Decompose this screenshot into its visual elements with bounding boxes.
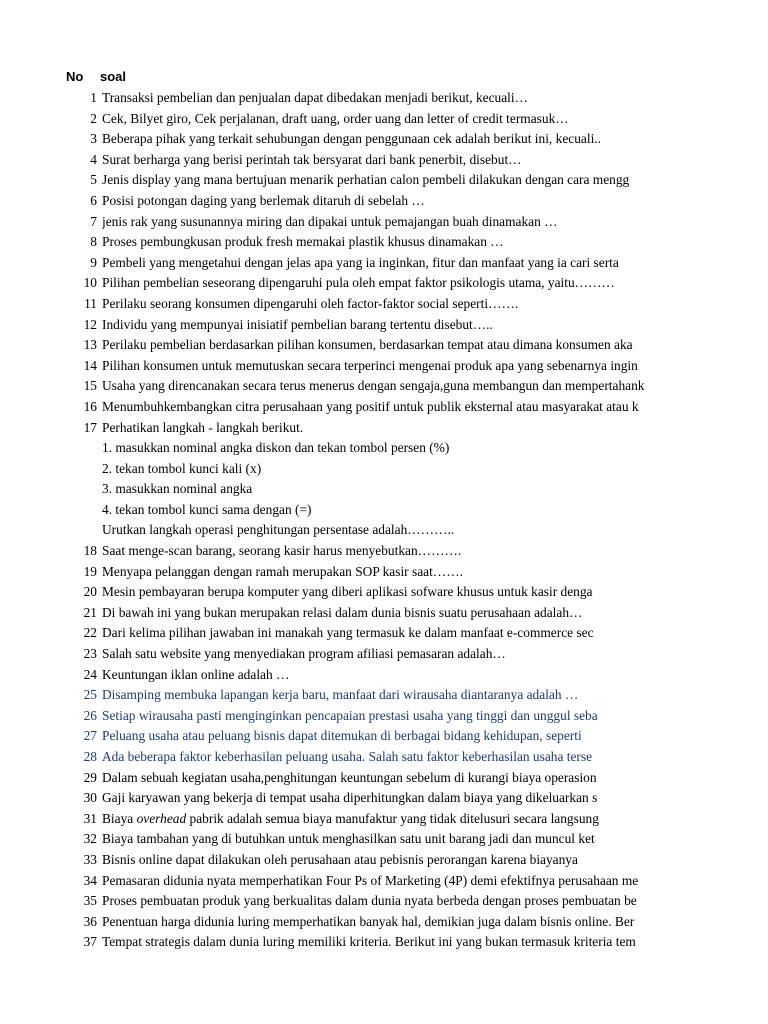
question-text-italic: overhead: [136, 810, 187, 826]
question-row: [0, 603, 768, 624]
question-row: [0, 912, 768, 933]
question-number: 31: [83, 810, 97, 826]
question-row: [0, 294, 768, 315]
question-text: Ada beberapa faktor keberhasilan peluang usaha. Salah satu faktor keberhasilan usaha terse: [102, 749, 593, 764]
question-text: Tempat strategis dalam dunia luring memiliki kriteria. Berikut ini yang bukan termasuk kriteria tem: [102, 934, 636, 950]
question-row: [0, 109, 768, 130]
question-text: jenis rak yang susunannya miring dan dipakai untuk pemajangan buah dinamakan …: [102, 213, 558, 229]
question-row: [0, 335, 768, 356]
question-text: Menyapa pelanggan dengan ramah merupakan SOP kasir saat…….: [102, 563, 463, 579]
question-row: [0, 129, 768, 150]
question-text: Biaya tambahan yang di butuhkan untuk menghasilkan satu unit barang jadi dan muncul ket: [102, 831, 595, 847]
question-text: Perhatikan langkah - langkah berikut.: [102, 419, 304, 435]
question-text: Posisi potongan daging yang berlemak ditaruh di sebelah …: [102, 192, 425, 208]
question-row: [0, 726, 768, 747]
question-number: 34: [83, 872, 97, 888]
header-soal: soal: [100, 69, 127, 84]
question-number: 5: [90, 172, 97, 188]
question-row: [0, 932, 768, 953]
question-number: 32: [83, 831, 97, 847]
question-text: Individu yang mempunyai inisiatif pembelian barang tertentu disebut…..: [102, 316, 493, 332]
question-text: Jenis display yang mana bertujuan menarik perhatian calon pembeli dilakukan dengan cara mengg: [102, 172, 630, 188]
question-number: 27: [83, 728, 97, 744]
question-row: [0, 747, 768, 768]
question-text: Surat berharga yang berisi perintah tak bersyarat dari bank penerbit, disebut…: [102, 151, 522, 167]
question-row: [0, 871, 768, 892]
question-row: [0, 459, 768, 480]
question-text: Pilihan pembelian seseorang dipengaruhi pula oleh empat faktor psikologis utama, yaitu………: [102, 275, 615, 291]
question-number: 14: [83, 357, 97, 373]
question-number: 13: [83, 337, 97, 353]
question-text: Salah satu website yang menyediakan program afiliasi pemasaran adalah…: [102, 646, 506, 662]
question-number: 3: [90, 131, 97, 147]
question-row: [0, 768, 768, 789]
question-number: 24: [83, 666, 97, 682]
question-number: 1: [90, 90, 97, 105]
question-row: [0, 315, 768, 336]
question-number: 7: [90, 213, 97, 229]
question-number: 4: [90, 151, 97, 167]
question-text: Setiap wirausaha pasti menginginkan pencapaian prestasi usaha yang tinggi dan unggul seba: [102, 707, 598, 723]
question-row: [0, 150, 768, 171]
question-number: 10: [83, 275, 97, 291]
question-text: Perilaku pembelian berdasarkan pilihan konsumen, berdasarkan tempat atau dimana konsumen aka: [102, 337, 633, 353]
question-row: [0, 88, 768, 109]
question-text: Dalam sebuah kegiatan usaha,penghitungan keuntungan sebelum di kurangi biaya operasion: [102, 769, 597, 785]
question-text: Di bawah ini yang bukan merupakan relasi dalam dunia bisnis suatu perusahaan adalah…: [102, 604, 583, 620]
question-row: [0, 376, 768, 397]
question-text: Urutkan langkah operasi penghitungan persentase adalah………..: [102, 522, 455, 538]
question-text: Pilihan konsumen untuk memutuskan secara terperinci mengenai produk apa yang sebenarnya ingin: [102, 357, 638, 373]
question-row: [0, 788, 768, 809]
question-sheet: [0, 66, 768, 953]
question-text: Saat menge-scan barang, seorang kasir harus menyebutkan……….: [102, 543, 462, 559]
question-row: [0, 829, 768, 850]
question-row: [0, 541, 768, 562]
question-number: 2: [90, 110, 97, 126]
question-row: [0, 706, 768, 727]
question-number: 17: [83, 419, 97, 435]
question-text: Transaksi pembelian dan penjualan dapat dibedakan menjadi berikut, kecuali…: [102, 90, 529, 105]
header-no: No: [66, 69, 84, 84]
table-header: [0, 66, 768, 88]
question-text: Mesin pembayaran berupa komputer yang diberi aplikasi sofware khusus untuk kasir denga: [102, 584, 593, 600]
question-text: Gaji karyawan yang bekerja di tempat usaha diperhitungkan dalam biaya yang dikeluarkan s: [102, 790, 598, 806]
question-text-part: Biaya: [102, 810, 137, 826]
question-row: [0, 644, 768, 665]
question-row: [0, 356, 768, 377]
question-row: [0, 170, 768, 191]
question-row: [0, 191, 768, 212]
question-number: 29: [83, 769, 97, 785]
question-row: [0, 891, 768, 912]
question-row: [0, 623, 768, 644]
question-row: [0, 273, 768, 294]
question-text: Perilaku seorang konsumen dipengaruhi oleh factor-faktor social seperti…….: [102, 295, 519, 311]
question-text: Pembeli yang mengetahui dengan jelas apa yang ia inginkan, fitur dan manfaat yang ia cari serta: [102, 254, 619, 270]
question-row: [0, 685, 768, 706]
question-text: Keuntungan iklan online adalah …: [102, 666, 290, 682]
question-row: [0, 438, 768, 459]
question-row: [0, 212, 768, 233]
question-number: 22: [83, 625, 97, 641]
question-row: [0, 253, 768, 274]
question-text: Proses pembuatan produk yang berkualitas dalam dunia nyata berbeda dengan proses pembuatan be: [102, 893, 637, 909]
question-number: 35: [83, 893, 97, 909]
question-number: 20: [83, 584, 97, 600]
question-row: [0, 397, 768, 418]
question-number: 15: [83, 378, 97, 394]
question-number: 16: [83, 398, 97, 414]
question-number: 33: [83, 851, 97, 867]
question-text: Dari kelima pilihan jawaban ini manakah yang termasuk ke dalam manfaat e-commerce sec: [102, 625, 594, 641]
question-text: Cek, Bilyet giro, Cek perjalanan, draft uang, order uang dan letter of credit termasuk…: [102, 110, 569, 126]
question-row: [0, 500, 768, 521]
question-text: Usaha yang direncanakan secara terus menerus dengan sengaja,guna membangun dan mempertahank: [102, 378, 645, 394]
question-row: [0, 232, 768, 253]
question-text: Proses pembungkusan produk fresh memakai plastik khusus dinamakan …: [102, 234, 504, 250]
question-text: [102, 811, 657, 827]
question-number: 18: [83, 543, 97, 559]
question-number: 36: [83, 913, 97, 929]
question-text: 4. tekan tombol kunci sama dengan (=): [102, 501, 312, 517]
question-text: 3. masukkan nominal angka: [102, 481, 253, 497]
question-text-part: pabrik adalah semua biaya manufaktur yang tidak ditelusuri secara langsung: [186, 810, 599, 826]
question-text: Penentuan harga didunia luring memperhatikan banyak hal, demikian juga dalam bisnis online. Ber: [102, 913, 635, 929]
question-number: 25: [83, 687, 97, 703]
question-text: Beberapa pihak yang terkait sehubungan dengan penggunaan cek adalah berikut ini, kecuali..: [102, 131, 601, 147]
question-number: 23: [83, 646, 97, 662]
question-row: [0, 665, 768, 686]
question-row: [0, 562, 768, 583]
question-number: 9: [90, 254, 97, 270]
question-list: [0, 88, 768, 953]
question-number: 30: [83, 790, 97, 806]
question-text: Menumbuhkembangkan citra perusahaan yang positif untuk publik eksternal atau masyarakat atau k: [102, 398, 639, 414]
question-number: 26: [83, 707, 97, 723]
question-text: Bisnis online dapat dilakukan oleh perusahaan atau pebisnis perorangan karena biayanya: [102, 851, 578, 867]
question-text: Disamping membuka lapangan kerja baru, manfaat dari wirausaha diantaranya adalah …: [102, 687, 579, 703]
question-number: 19: [83, 563, 97, 579]
question-number: 8: [90, 234, 97, 250]
question-number: 12: [83, 316, 97, 332]
question-text: Pemasaran didunia nyata memperhatikan Four Ps of Marketing (4P) demi efektifnya perusahaan me: [102, 872, 639, 888]
question-row: [0, 479, 768, 500]
question-row: [0, 809, 768, 830]
question-text: Peluang usaha atau peluang bisnis dapat ditemukan di berbagai bidang kehidupan, seperti: [102, 728, 582, 744]
question-row: [0, 850, 768, 871]
question-number: 21: [83, 604, 97, 620]
question-row: [0, 418, 768, 439]
question-number: 37: [83, 934, 97, 950]
question-number: 28: [83, 749, 97, 764]
question-text: 2. tekan tombol kunci kali (x): [102, 460, 262, 476]
question-row: [0, 520, 768, 541]
question-text: 1. masukkan nominal angka diskon dan tekan tombol persen (%): [102, 440, 450, 456]
question-number: 11: [84, 295, 97, 311]
question-number: 6: [90, 192, 97, 208]
question-row: [0, 582, 768, 603]
